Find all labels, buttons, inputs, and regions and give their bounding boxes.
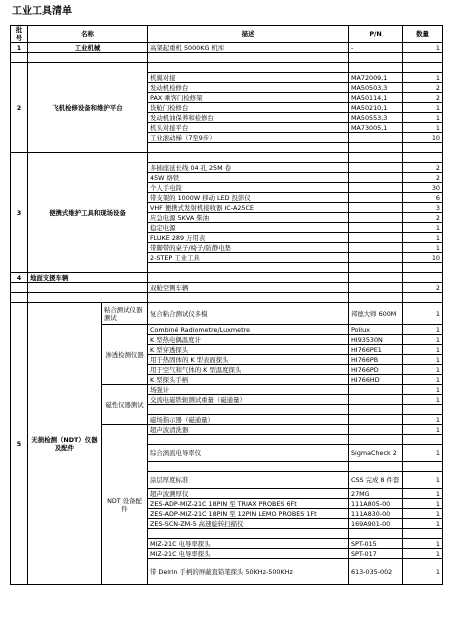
- item-desc: K 型热电偶温度计: [148, 335, 349, 345]
- item-qty: 2: [403, 163, 443, 173]
- item-qty: 1: [403, 499, 443, 509]
- item-pn: [349, 385, 403, 395]
- item-pn: [349, 213, 403, 223]
- item-pn: -: [349, 43, 403, 53]
- header-no: 批号: [11, 26, 28, 43]
- item-desc: Combiné Radiometre/Luxmetre: [148, 325, 349, 335]
- item-pn: SPT-017: [349, 549, 403, 559]
- group-name: 飞机检修设备和维护平台: [28, 63, 148, 153]
- item-desc: 交流电磁铁轭测试重量（磁通量）: [148, 395, 349, 405]
- item-desc: 涂层厚度标准: [148, 472, 349, 489]
- group-number: 2: [11, 63, 28, 153]
- item-pn: [349, 425, 403, 435]
- item-desc: MIZ-21C 电导率探头: [148, 539, 349, 549]
- item-pn: HI766HD: [349, 375, 403, 385]
- item-qty: 2: [403, 83, 443, 93]
- item-qty: 1: [403, 43, 443, 53]
- item-pn: HI766PD: [349, 365, 403, 375]
- item-desc: 综合涡流电导率仪: [148, 445, 349, 462]
- item-pn: MA72009,1: [349, 73, 403, 83]
- tool-list-table: [10, 25, 443, 585]
- item-pn: [349, 203, 403, 213]
- item-desc: 工业滚动梯（7至9步）: [148, 133, 349, 143]
- item-desc: 用于热固体的 K 型表面探头: [148, 355, 349, 365]
- item-pn: MA50114,1: [349, 93, 403, 103]
- subgroup-name: 粘合测试仪器测试: [102, 303, 148, 325]
- item-qty: 1: [403, 123, 443, 133]
- item-qty: 1: [403, 425, 443, 435]
- item-pn: [349, 193, 403, 203]
- page-title: 工业工具清单: [12, 6, 72, 17]
- group-number: 5: [11, 303, 28, 585]
- item-pn: CSS 完成 8 件套: [349, 472, 403, 489]
- item-pn: HI93530N: [349, 335, 403, 345]
- item-qty: 2: [403, 173, 443, 183]
- item-pn: [349, 415, 403, 425]
- item-pn: HI766PE1: [349, 345, 403, 355]
- item-qty: 1: [403, 375, 443, 385]
- item-qty: 1: [403, 445, 443, 462]
- item-desc: 应急电源 5KVA 柴油: [148, 213, 349, 223]
- item-pn: 613-035-002: [349, 559, 403, 585]
- group-number: 3: [11, 153, 28, 273]
- item-qty: 10: [403, 133, 443, 143]
- item-pn: [349, 183, 403, 193]
- item-desc: 多插座延长线 04 孔 25M 卷: [148, 163, 349, 173]
- item-qty: 1: [403, 489, 443, 499]
- item-qty: 1: [403, 385, 443, 395]
- item-qty: 1: [403, 509, 443, 519]
- header-pn: P/N: [349, 26, 403, 43]
- item-qty: 2: [403, 213, 443, 223]
- item-desc: FLUKE 289 万用表: [148, 233, 349, 243]
- header-row: [11, 26, 443, 43]
- item-desc: 带 Delrin 手柄的屏蔽直铅笔探头 50KHz-500KHz: [148, 559, 349, 585]
- item-pn: [349, 233, 403, 243]
- group-name: 无损检测（NDT）仪器及配件: [28, 303, 102, 585]
- item-pn: 27MG: [349, 489, 403, 499]
- item-desc: ZES-ADP-MIZ-21C 18PIN 至 TRIAX PROBES 6Ft: [148, 499, 349, 509]
- group-number: 4: [11, 273, 28, 283]
- item-desc: 货舱门检修台: [148, 103, 349, 113]
- item-desc: 超声波测厚仪: [148, 489, 349, 499]
- item-pn: [349, 163, 403, 173]
- item-desc: MIZ-21C 电导率探头: [148, 549, 349, 559]
- item-qty: 1: [403, 243, 443, 253]
- item-qty: 1: [403, 559, 443, 585]
- item-qty: 1: [403, 519, 443, 529]
- item-qty: 1: [403, 415, 443, 425]
- item-desc: 45W 烙铁: [148, 173, 349, 183]
- table-row: [11, 273, 443, 283]
- item-qty: 2: [403, 283, 443, 293]
- table-row: [11, 283, 443, 293]
- item-qty: 10: [403, 253, 443, 263]
- item-pn: [349, 223, 403, 233]
- header-qty: 数量: [403, 26, 443, 43]
- item-desc: 复合粘合测试仪多模: [148, 303, 349, 325]
- item-desc: K 型穿透探头: [148, 345, 349, 355]
- item-desc: 发动机检修台: [148, 83, 349, 93]
- item-desc: 发动机油保养和检修台: [148, 113, 349, 123]
- item-pn: SigmaCheck 2: [349, 445, 403, 462]
- group-name: 工业机械: [28, 43, 148, 53]
- subgroup-name: 渗透检测仪器: [102, 325, 148, 385]
- item-desc: VHF 便携式发射机接收器 IC-A25CE: [148, 203, 349, 213]
- item-qty: 3: [403, 203, 443, 213]
- item-desc: 双舱空侧车辆: [148, 283, 349, 293]
- item-pn: [349, 283, 403, 293]
- item-qty: 1: [403, 549, 443, 559]
- item-qty: 2: [403, 93, 443, 103]
- item-pn: SPT-015: [349, 539, 403, 549]
- item-desc: 带支架的 1000W 移动 LED 投影仪: [148, 193, 349, 203]
- item-pn: 169A901-00: [349, 519, 403, 529]
- item-qty: 6: [403, 193, 443, 203]
- item-pn: MA50210,1: [349, 103, 403, 113]
- item-pn: [349, 173, 403, 183]
- item-pn: [349, 133, 403, 143]
- item-desc: 稳定电源: [148, 223, 349, 233]
- item-desc: 2-STEP 工业工具: [148, 253, 349, 263]
- item-desc: 场强计: [148, 385, 349, 395]
- item-desc: K 型探头手柄: [148, 375, 349, 385]
- subgroup-name: 磁性仪器测试: [102, 385, 148, 425]
- item-qty: 1: [403, 335, 443, 345]
- group-name: 便携式维护工具和现场设备: [28, 153, 148, 273]
- item-qty: 1: [403, 73, 443, 83]
- item-pn: 111A805-00: [349, 499, 403, 509]
- item-pn: MA50553,3: [349, 113, 403, 123]
- item-desc: 超声波清洗器: [148, 425, 349, 435]
- item-qty: 1: [403, 223, 443, 233]
- group-number: 1: [11, 43, 28, 53]
- item-qty: 1: [403, 303, 443, 325]
- item-qty: 1: [403, 233, 443, 243]
- item-pn: Pollux: [349, 325, 403, 335]
- item-pn: MA73005,1: [349, 123, 403, 133]
- item-qty: 1: [403, 103, 443, 113]
- item-desc: PAX 乘客门检修架: [148, 93, 349, 103]
- item-desc: ZES-ADP-MIZ-21C 18PIN 至 12PIN LEMO PROBES 1Ft: [148, 509, 349, 519]
- item-qty: 1: [403, 395, 443, 405]
- item-desc: 带脚带的桌子/椅子/防静电垫: [148, 243, 349, 253]
- item-desc: 机翼对接: [148, 73, 349, 83]
- item-pn: [349, 243, 403, 253]
- item-desc: ZES-SCN-ZM-5 高速旋转扫描仪: [148, 519, 349, 529]
- table-row: [11, 43, 443, 53]
- item-pn: 邦德大师 600M: [349, 303, 403, 325]
- item-desc: 用于空气和气体的 K 型温度探头: [148, 365, 349, 375]
- item-pn: 111A830-00: [349, 509, 403, 519]
- item-pn: HI766PB: [349, 355, 403, 365]
- item-qty: 30: [403, 183, 443, 193]
- item-desc: 高架起重机 5000KG 机库: [148, 43, 349, 53]
- item-pn: MA50503,3: [349, 83, 403, 93]
- header-name: 名称: [28, 26, 148, 43]
- item-pn: [349, 395, 403, 405]
- item-qty: 1: [403, 345, 443, 355]
- item-qty: 1: [403, 472, 443, 489]
- item-qty: 1: [403, 539, 443, 549]
- item-pn: [349, 253, 403, 263]
- subgroup-name: NDT 设备配件: [102, 425, 148, 585]
- group-name: 地面支援车辆: [28, 273, 148, 283]
- item-desc: 机头对接平台: [148, 123, 349, 133]
- item-qty: 1: [403, 355, 443, 365]
- item-desc: 磁场指示器（磁通量）: [148, 415, 349, 425]
- item-qty: 1: [403, 365, 443, 375]
- item-desc: 个人手电筒: [148, 183, 349, 193]
- header-desc: 描述: [148, 26, 349, 43]
- item-qty: 1: [403, 113, 443, 123]
- item-qty: 1: [403, 325, 443, 335]
